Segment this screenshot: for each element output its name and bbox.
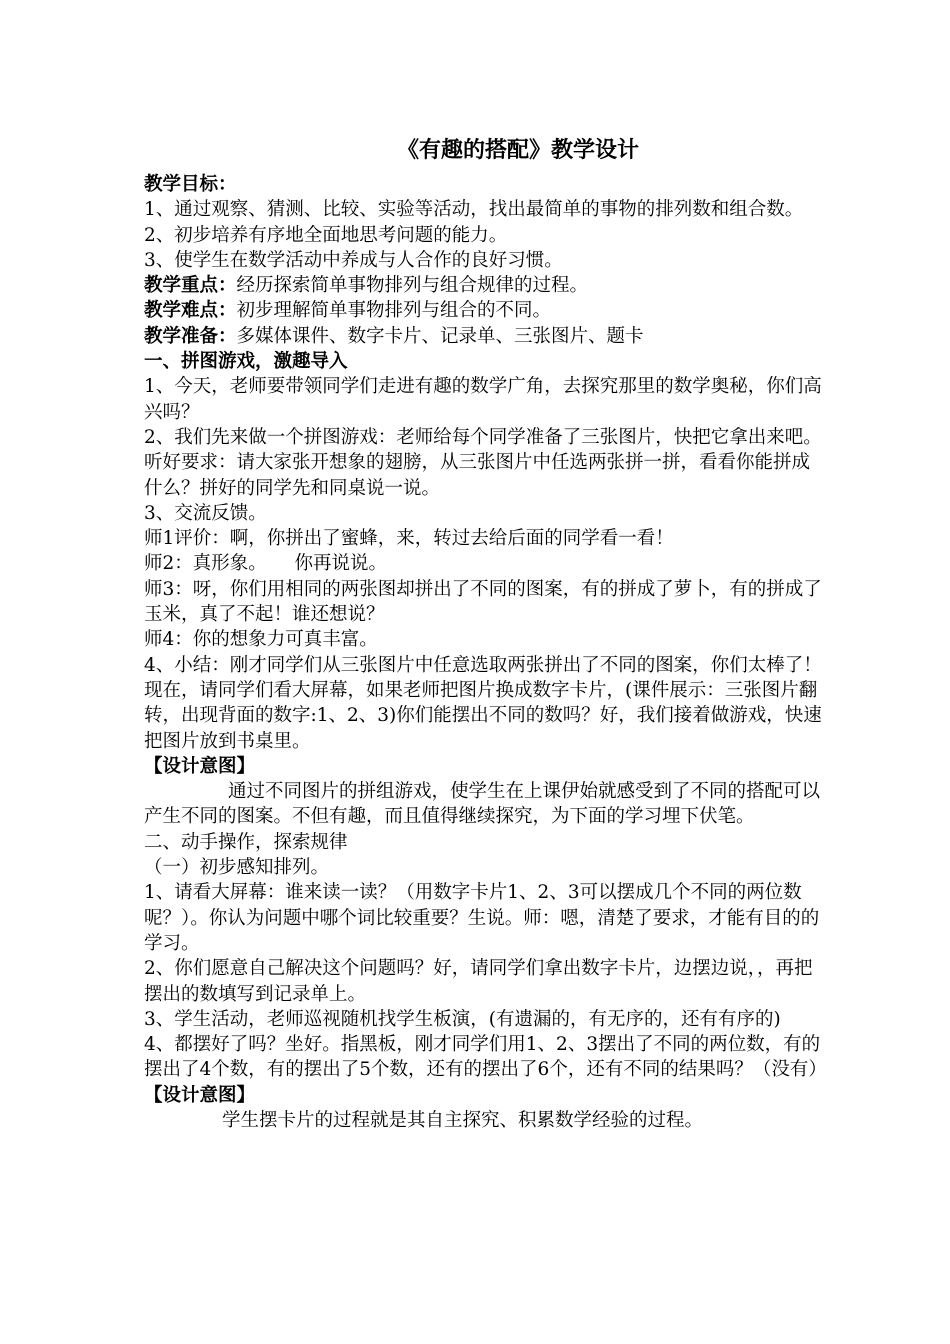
paragraph: 师2：真形象。 你再说说。 [144, 553, 388, 575]
paragraph: 师1评价：啊，你拼出了蜜蜂，来，转过去给后面的同学看一看！ [144, 528, 674, 550]
paragraph: 师4：你的想象力可真丰富。 [144, 629, 378, 651]
paragraph: 4、都摆好了吗？坐好。指黑板，刚才同学们用1、2、3摆出了不同的两位数，有的摆出了4个数，有的摆出了5个数，还有的摆出了6个，还有不同的结果吗？（没有） [144, 1034, 827, 1081]
paragraph: 师3：呀，你们用相同的两张图却拼出了不同的图案，有的拼成了萝卜，有的拼成了玉米，真了不起！谁还想说？ [144, 578, 822, 626]
paragraph: 教学准备：多媒体课件、数字卡片、记录单、三张图片、题卡 [144, 325, 644, 347]
paragraph: 2、我们先来做一个拼图游戏：老师给每个同学准备了三张图片，快把它拿出来吧。听好要求：请大家张开想象的翅膀，从三张图片中任选两张拼一拼，看看你能拼成什么？拼好的同学先和同桌说一说。 [144, 426, 822, 499]
section-heading: 二、动手操作，探索规律 [144, 831, 348, 853]
paragraph: 3、学生活动，老师巡视随机找学生板演，(有遗漏的，有无序的，还有有序的) [144, 1008, 781, 1030]
paragraph: 2、你们愿意自己解决这个问题吗？好，请同学们拿出数字卡片，边摆边说，，再把摆出的数填写到记录单上。 [144, 958, 813, 1005]
paragraph: 4、小结：刚才同学们从三张图片中任意选取两张拼出了不同的图案，你们太棒了！现在，请同学们看大屏幕，如果老师把图片换成数字卡片，(课件展示：三张图片翻转，出现背面的数字:1、2、3)你们能摆出不同的数吗？好，我们接着做游戏，快速把图片放到书桌里。 [144, 654, 822, 752]
paragraph: 1、通过观察、猜测、比较、实验等活动，找出最简单的事物的排列数和组合数。 [144, 199, 804, 221]
design-intent-heading: 【设计意图】 [144, 755, 256, 777]
document-body [144, 134, 827, 1133]
paragraph: 1、今天，老师要带领同学们走进有趣的数学广角，去探究那里的数学奥秘，你们高兴吗？ [144, 376, 822, 423]
section-heading: 一、拼图游戏，激趣导入 [144, 351, 348, 373]
paragraph: 教学目标： [144, 174, 237, 195]
paragraph: 通过不同图片的拼组游戏，使学生在上课伊始就感受到了不同的搭配可以产生不同的图案。不但有趣，而且值得继续探究，为下面的学习埋下伏笔。 [144, 781, 821, 828]
paragraph: 学生摆卡片的过程就是其自主探究、积累数学经验的过程。 [222, 1109, 704, 1131]
paragraph: 教学难点：初步理解简单事物排列与组合的不同。 [144, 300, 552, 322]
document-title: 《有趣的搭配》教学设计 [396, 137, 639, 163]
paragraph: 2、初步培养有序地全面地思考问题的能力。 [144, 224, 508, 246]
paragraph: 3、使学生在数学活动中养成与人合作的良好习惯。 [144, 249, 563, 271]
paragraph: 1、请看大屏幕：谁来读一读？（用数字卡片1、2、3可以摆成几个不同的两位数呢？）。你认为问题中哪个词比较重要？生说。师：嗯，清楚了要求，才能有目的的学习。 [144, 882, 820, 954]
design-intent-heading: 【设计意图】 [144, 1084, 256, 1106]
subsection-heading: （一）初步感知排列。 [144, 857, 330, 879]
paragraph: 3、交流反馈。 [144, 502, 267, 524]
paragraph: 教学重点：经历探索简单事物排列与组合规律的过程。 [144, 275, 589, 297]
